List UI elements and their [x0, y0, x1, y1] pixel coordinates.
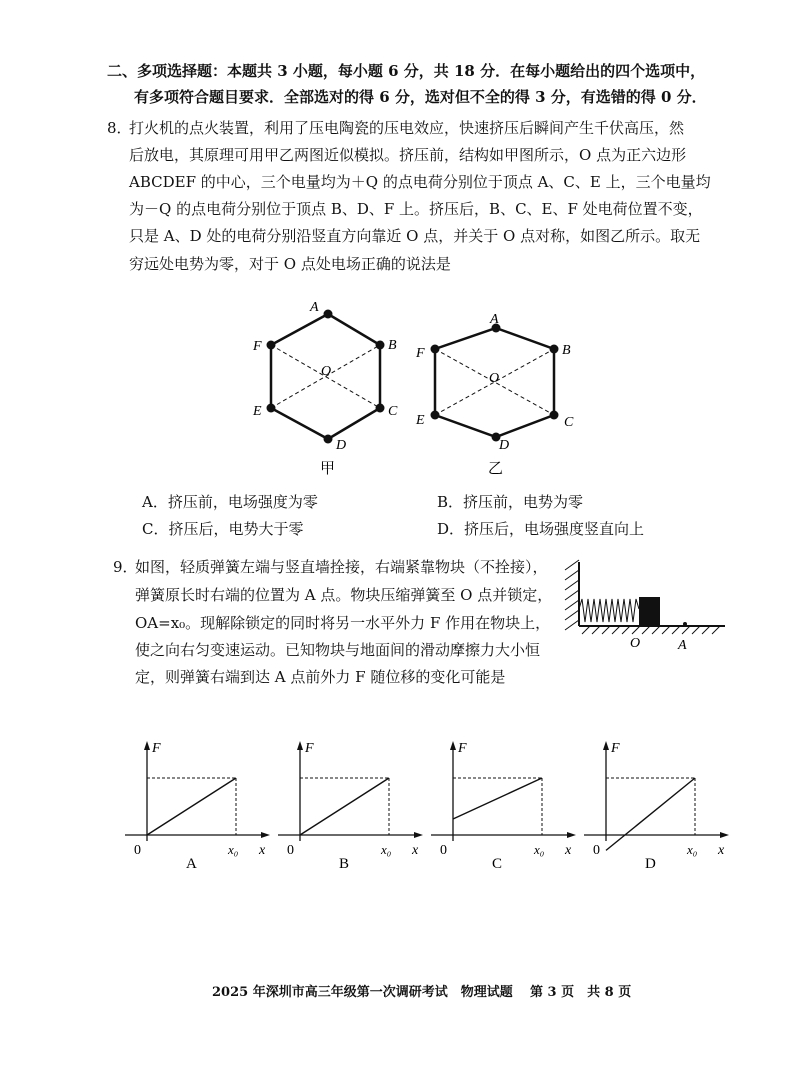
- wall: [565, 560, 579, 630]
- label-F: F: [253, 339, 262, 354]
- label-x0: x₀: [687, 842, 698, 857]
- charge-D: [324, 435, 333, 444]
- charge-E2: [431, 411, 440, 420]
- hexagon-yi: [415, 312, 574, 477]
- q9-line-4: 使之向右匀变速运动。已知物块与地面间的滑动摩擦力大小恒: [135, 641, 541, 659]
- charge-B: [376, 341, 385, 350]
- label-origin: 0: [593, 843, 600, 858]
- y-axis-arrow: [144, 741, 150, 750]
- label-x: x: [565, 843, 572, 858]
- point-a-marker: [683, 622, 687, 626]
- q9-line-3: OA=x₀。现解除锁定的同时将另一水平外力 F 作用在物块上，: [135, 614, 551, 632]
- caption-jia: 甲: [320, 461, 336, 477]
- f-line: [606, 778, 695, 850]
- q8-hexagon-figures: [240, 295, 590, 480]
- section-heading: 二、多项选择题：本题共 3 小题，每小题 6 分，共 18 分．在每小题给出的四个选项中，: [107, 62, 706, 80]
- f-line: [300, 778, 389, 835]
- label-E: E: [253, 404, 262, 419]
- label-f: F: [611, 741, 620, 756]
- label-origin: 0: [440, 843, 447, 858]
- label-B2: B: [562, 343, 571, 358]
- x-axis-arrow: [720, 832, 729, 838]
- label-x: x: [718, 843, 725, 858]
- q8-line-3: ABCDEF 的中心，三个电量均为＋Q 的点电荷分别位于顶点 A、C、E 上，三个电量均: [129, 173, 711, 191]
- f-line: [453, 778, 542, 819]
- graph-letter: B: [339, 856, 350, 872]
- hexagon-jia: [252, 300, 398, 477]
- graph-a: [125, 741, 270, 872]
- label-E2: E: [416, 413, 425, 428]
- label-x: x: [412, 843, 419, 858]
- label-A: A: [310, 300, 319, 315]
- q8-line-5: 只是 A、D 处的电荷分别沿竖直方向靠近 O 点，并关于 O 点对称，如图乙所示。取无: [129, 227, 701, 245]
- q9-line-1: 如图，轻质弹簧左端与竖直墙拴接，右端紧靠物块（不拴接），: [135, 558, 548, 576]
- q9-line-5: 定，则弹簧右端到达 A 点前外力 F 随位移的变化可能是: [135, 668, 506, 686]
- label-f: F: [458, 741, 467, 756]
- x-axis-arrow: [414, 832, 423, 838]
- label-C: C: [388, 404, 398, 419]
- graph-b: [278, 741, 423, 872]
- q8-line-2: 后放电，其原理可用甲乙两图近似模拟。挤压前，结构如甲图所示，O 点为正六边形: [129, 146, 687, 164]
- footer-page-number: 第 3 页 共 8 页: [530, 985, 632, 1000]
- label-x0: x₀: [534, 842, 545, 857]
- block: [639, 597, 660, 626]
- q8-option-d: D．挤压后，电场强度竖直向上: [437, 520, 645, 538]
- q9-line-2: 弹簧原长时右端的位置为 A 点。物块压缩弹簧至 O 点并锁定，: [135, 586, 553, 604]
- q8-option-b: B．挤压前，电势为零: [437, 493, 584, 511]
- label-x0: x₀: [381, 842, 392, 857]
- spring: [579, 599, 639, 622]
- footer-exam-title: 2025 年深圳市高三年级第一次调研考试 物理试题: [212, 985, 513, 1000]
- f-line: [147, 778, 236, 835]
- label-D2: D: [499, 438, 510, 453]
- charge-C: [376, 404, 385, 413]
- label-O: O: [321, 364, 332, 379]
- y-axis-arrow: [603, 741, 609, 750]
- label-origin: 0: [287, 843, 294, 858]
- q8-number: 8．: [107, 119, 132, 137]
- label-A: A: [678, 638, 687, 653]
- label-F2: F: [416, 346, 425, 361]
- graph-letter: C: [492, 856, 503, 872]
- label-B: B: [388, 338, 397, 353]
- y-axis-arrow: [297, 741, 303, 750]
- q8-option-a: A．挤压前，电场强度为零: [142, 493, 318, 511]
- q8-option-c: C．挤压后，电势大于零: [142, 520, 304, 538]
- graph-d: [584, 741, 729, 872]
- label-origin: 0: [134, 843, 141, 858]
- ground: [579, 626, 725, 634]
- charge-F: [267, 341, 276, 350]
- charge-F2: [431, 345, 440, 354]
- q8-line-4: 为－Q 的点电荷分别位于顶点 B、D、F 上。挤压后，B、C、E、F 处电荷位置不变，: [129, 200, 703, 218]
- label-O2: O: [489, 371, 500, 386]
- section-heading-cont: 有多项符合题目要求．全部选对的得 6 分，选对但不全的得 3 分，有选错的得 0 分．: [134, 88, 707, 106]
- q9-graph-options: [120, 736, 740, 878]
- x-axis-arrow: [567, 832, 576, 838]
- label-x0: x₀: [228, 842, 239, 857]
- label-D: D: [336, 438, 347, 453]
- x-axis-arrow: [261, 832, 270, 838]
- label-x: x: [259, 843, 266, 858]
- label-C2: C: [564, 415, 574, 430]
- graph-letter: D: [645, 856, 656, 872]
- label-O: O: [630, 636, 641, 651]
- charge-E: [267, 404, 276, 413]
- charge-B2: [550, 345, 559, 354]
- label-A2: A: [490, 312, 499, 327]
- y-axis-arrow: [450, 741, 456, 750]
- graph-letter: A: [186, 856, 197, 872]
- charge-C2: [550, 411, 559, 420]
- caption-yi: 乙: [488, 461, 504, 477]
- charge-A: [324, 310, 333, 319]
- graph-c: [431, 741, 576, 872]
- label-f: F: [305, 741, 314, 756]
- q8-line-1: 打火机的点火装置，利用了压电陶瓷的压电效应，快速挤压后瞬间产生千伏高压，然: [129, 119, 685, 137]
- q9-number: 9．: [113, 558, 138, 576]
- label-f: F: [152, 741, 161, 756]
- q8-line-6: 穷远处电势为零，对于 O 点处电场正确的说法是: [129, 255, 451, 273]
- q9-spring-figure: [560, 556, 730, 656]
